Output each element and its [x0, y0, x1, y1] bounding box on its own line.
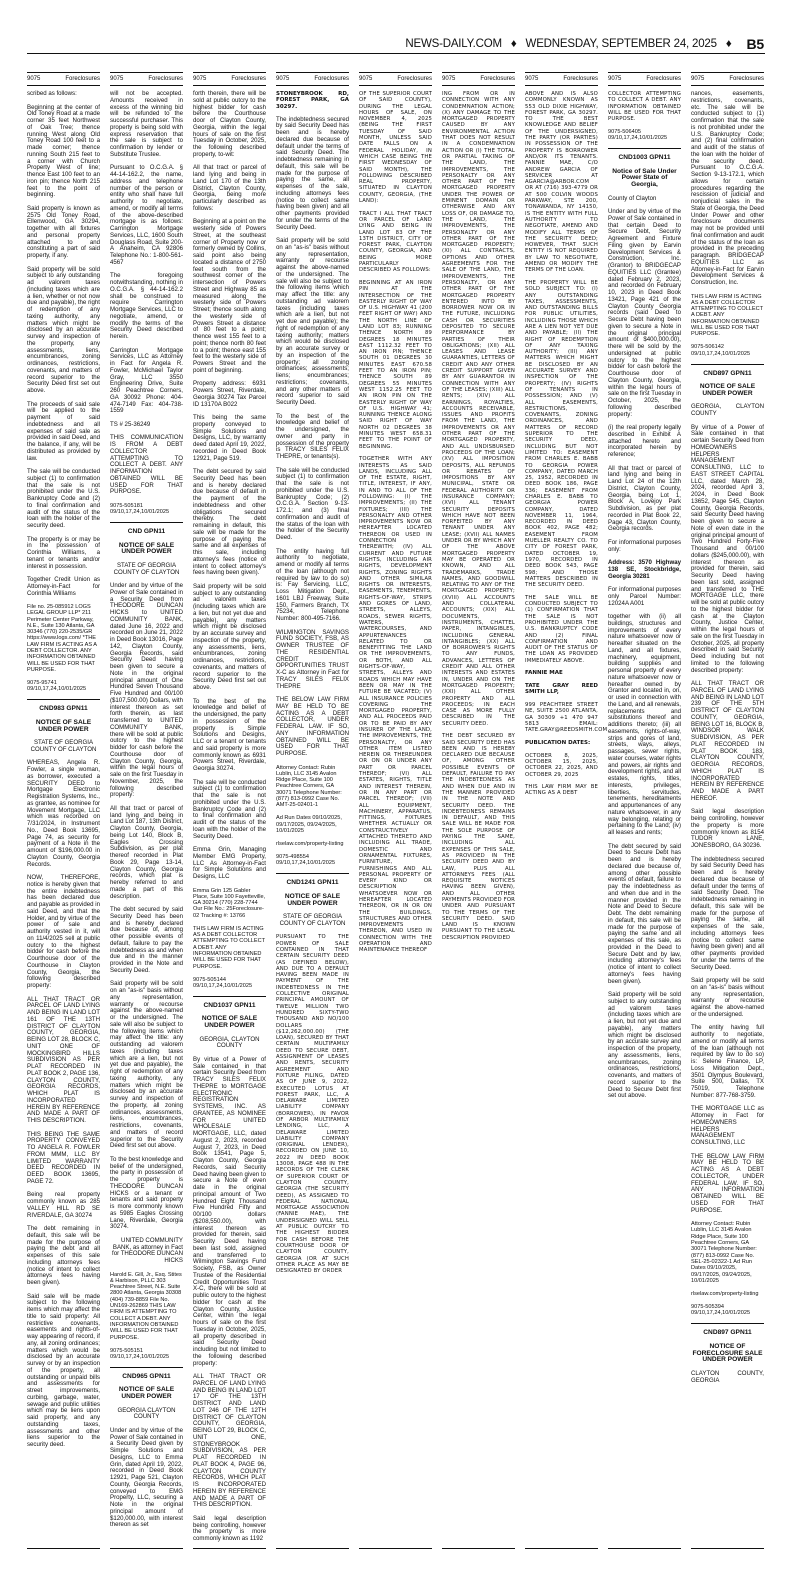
notice-paragraph: By virtue of a Power of Sale contained in that certain Security Deed from HOMEOWNERS HELPERS MANAGEMENT CONSULTING, LLC to EAST STREET CAPITAL LLC, dated March 28, 2024, recorded April 3, 2024, in Deed Book 13652, Page 545, Clayton County, Georgia Records, said Security Deed having been given to secure a Note of even date in the original principal amount of Two Hundred Forty-Five Thousand and 00/100 dollars ($245,000.00), with interest thereon as provided for therein, said Security Deed having been last sold, assigned and transferred to THE MORTGAGE LLC, there will be sold at public outcry to the highest bidder for cash at the Clayton County, Justice Center, within the legal hours of sale on the first Tuesday in October, 2025, all property described in said Security Deed including but not limited to the following described property:: [691, 423, 764, 674]
notice-paragraph: Said property will be sold subject to any outstanding ad valorem taxes (including taxes which are a lien, but not yet due and payable), any matters which might be disclosed by an accurate survey and inspection of the property, any assessments, liens, encumbrances, zoning ordinances, restrictions, covenants, and matters of record superior to the Security Deed first set out above.: [193, 582, 266, 691]
notice-divider: [27, 699, 100, 700]
classified-column: [691, 72, 764, 1550]
notice-paragraph: All that tract or parcel of land lying and being in Land Lot 187, 13th District, Clayton County, Georgia, being Lot 140, Block B, Eagles Crossing Subdivision, as per plat thereof recorded in Plat Book 29, Page 13-14, Clayton County, Georgia records, which plat is hereby referred to and made a part of this description.: [110, 804, 183, 900]
notice-paragraph: ALL THAT TRACT OR PARCEL OF LAND LYING AND BEING IN LAND LOT 17 OF THE 13TH DISTRICT AND LAND LOT 246 OF THE 12TH DISTRICT OF CLAYTON COUNTY, GEORGIA, BEING LOT 29, BLOCK C, UNIT ONE, STONEYBROOK SUBDIVISION, AS PER PLAT RECORDED IN PLAT BOOK 4, PAGE 96, CLAYTON COUNTY RECORDS, WHICH PLAT IS INCORPORATED HEREIN BY REFERENCE AND MADE A PART OF THIS DESCRIPTION.: [193, 1373, 266, 1509]
notice-paragraph: TRACT I ALL THAT TRACT OR PARCEL OF LAND LYING AND BEING IN LAND LOT 83 OF THE 13TH DISTRICT, CITY OF FOREST PARK, CLAYTON COUNTY, GEORGIA, AND BEING MORE PARTICULARLY DESCRIBED AS FOLLOWS:: [359, 210, 432, 274]
notice-paragraph: To the best of the knowledge and belief of the undersigned, the owner and party in possession of the property is TRACY SILES FELIX THEPRE, or tenants(s).: [276, 412, 349, 461]
column-bottom-rule: [442, 1548, 515, 1549]
section-code: 9075: [442, 76, 456, 82]
site-name: NEWS-DAILY.COM: [405, 38, 502, 50]
notice-heading: CND1003 GPN11: [618, 154, 671, 162]
notice-heading: NOTICE OF SALE UNDER POWER: [284, 892, 341, 907]
notice-reference: 9075-505144 09/10,17,24,10/01/2025: [193, 976, 253, 989]
notice-paragraph: County of Clayton: [608, 194, 657, 202]
notice-reference: Emma Grin 125 Gabler Place, Suite 100 Fayetteville, GA 30214 (770) 228-7744 Our File No.: 25Foreclosure-02 Tracking #: 13766: [193, 887, 266, 919]
notice-paragraph: Said property is known as 2575 Old Toney Road, Ellenwood, GA 30294, together with all fixtures and personal property attached to and constituting a part of said property, if any.: [27, 204, 100, 259]
notice-paragraph: ING FROM OR IN CONNECTION WITH ANY CONDEMNATION ACTION; (X) ANY DAMAGE TO THE MORTGAGED PROPERTY CAUSED BY ANY ENVIRONMENTAL ACTION THAT DOES NOT RESULT IN A CONDEMNATION ACTION OR (I) THE TOTAL OR PARTIAL TAKING OF THE LAND, THE IMPROVEMENTS, THE PERSONALTY OR ANY OTHER PART OF THE MORTGAGED PROPERTY UNDER THE POWER OF EMINENT DOMAIN OR OTHERWISE AND ANY LOSS OF, OR DAMAGE TO, THE LAND, THE IMPROVEMENTS, THE PERSONALTY OR ANY OTHER PART OF THE MORTGAGED PROPERTY; (XI) ALL CONTRACTS, OPTIONS AND OTHER AGREEMENTS FOR THE SALE OF THE LAND, THE IMPROVEMENTS, THE PERSONALTY, OR ANY OTHER PART OF THE MORTGAGED PROPERTY ENTERED INTO BY BORROWER NOW OR IN THE FUTURE, INCLUDING CASH OR SECURITIES DEPOSITED TO SECURE PERFORMANCE BY PARTIES OF THEIR OBLIGATIONS; (XII) ALL LEASES AND LEASE GUARANTIES, LETTERS OF CREDIT AND ANY OTHER CREDIT SUPPORT GIVEN BY ANY GUARANTOR IN CONNECTION WITH ANY OF THE LEASES; (XIII) ALL RENTS; (XIV) ALL EARNINGS, ROYALTIES, ACCOUNTS RECEIVABLE, ISSUES AND PROFITS FROM THE LAND, THE IMPROVEMENTS OR ANY OTHER PART OF THE MORTGAGED PROPERTY, AND ALL UNDISBURSED PROCEEDS OF THE LOAN; (XV) ALL IMPOSITION DEPOSITS, ALL REFUNDS OR REBATES OF IMPOSITIONS BY ANY MUNICIPAL, STATE OR FEDERAL AUTHORITY OR INSURANCE COMPANY; (XVI) ALL TENANT SECURITY DEPOSITS WHICH HAVE NOT BEEN FORFEITED BY ANY TENANT UNDER ANY LEASE; (XVII) ALL NAMES UNDER OR BY WHICH ANY OF THE ABOVE MORTGAGED PROPERTY MAY BE OPERATED OR KNOWN, AND ALL TRADEMARKS, TRADE NAMES, AND GOODWILL RELATING TO ANY OF THE MORTGAGED PROPERTY; (XVIII) ALL ACCOUNTS AND COLLATERAL ACCOUNTS; (XIX) ALL DOCUMENTS, INSTRUMENTS, CHATTEL PAPER, INTANGIBLES, INCLUDING GENERAL INTANGIBLES; (XX) ALL OF BORROWER'S RIGHTS TO ANY FUNDS, ADVANCES, LETTERS OF CREDIT AND ALL OTHER INTERESTS AND ESTATES IN, UNDER AND ON THE MORTGAGED PROPERTY; (XXI) ALL OTHER PROPERTY AND ALL PROCEEDS; IN EACH CASE AS MORE FULLY DESCRIBED IN THE SECURITY DEED.: [442, 91, 515, 727]
notice-heading: NOTICE OF SALE UNDER POWER: [35, 718, 92, 733]
notice-paragraph: All that tract or parcel of land lying and being in Land Lot 170 of the 13th District, Clayton County, Georgia, being more particularly described as follows:: [193, 164, 266, 212]
notice-paragraph: 999 PEACHTREE STREET NE, SUITE 2500 ATLANTA, GA 30309 +1 470 947 5813 EMAIL: TATE.GRAY@REEDSMITH.COM: [525, 702, 608, 734]
column-header: [359, 72, 432, 86]
notice-paragraph-bold: Address: 3570 Highway 138 SE, Stockbridge, Georgia 30281: [608, 559, 681, 580]
notice-paragraph: Under and by virtue of the Power of Sale contained in that certain Deed to Secure Debt, Security Agreement and Fixture Filing given by Earvin Development Services & Construction, Inc. (Grantor) to BRIDGECAP EQUITIES LLC (Grantee) dated February 2, 2023, and recorded on February 10, 2023 in Deed Book 13421, Page 421 of the Clayton County Georgia records (said Deed to Secure Debt having been given to secure a Note in the original principal amount of $400,000.00), there will be sold by the undersigned at public outcry to the highest bidder for cash before the Courthouse door of Clayton County, Georgia, within the legal hours of sale on the first Tuesday in October, 2025, the following described property:: [608, 208, 681, 418]
notice-heading: PUBLICATION DATES:: [525, 739, 591, 746]
column-header: [193, 72, 266, 86]
notice-paragraph: BEGINNING AT AN IRON PIN AT THE INTERSECTION OF THE EASTERLY RIGHT OF WAY OF U.S. HIGHWAY 41 (200 FEET RIGHT OF WAY) AND THE NORTH LINE OF LAND LOT 83; RUNNING THENCE NORTH 89 DEGREES 18 MINUTES EAST 1112.32 FEET TO AN IRON PIN; THENCE SOUTH 01 DEGREES 30 MINUTES EAST 670.58 FEET TO AN IRON PIN; THENCE SOUTH 89 DEGREES 55 MINUTES WEST 1152.25 FEET TO AN IRON PIN ON THE EASTERLY RIGHT OF WAY OF U.S. HIGHWAY 41; RUNNING THENCE ALONG SAID RIGHT OF WAY NORTH 02 DEGREES 38 MINUTES WEST 658.31 FEET TO THE POINT OF BEGINNING.: [359, 279, 432, 450]
column-bottom-rule: [276, 1548, 349, 1549]
notice-heading: NOTICE OF SALE UNDER POWER: [201, 1015, 258, 1030]
notice-paragraph: The debt secured by said Security Deed has been and is hereby declared due because of default in the payment of the indebtedness and other obligations secured thereby. The debt remaining in default, this sale will be made for the purpose of paying the same and all expenses of this sale, including attorney's fees (notice of intent to collect attorney's fees having been given).: [193, 468, 266, 577]
notice-subheading: GEORGIA, CLAYTON COUNTY: [199, 1035, 260, 1050]
masthead-rule: [27, 53, 765, 54]
notice-heading: NOTICE OF SALE UNDER POWER: [699, 383, 756, 397]
notice-paragraph: Said property will be sold subject to any outstanding ad valorem taxes (including taxes which are a lien, whether or not now due and payable), the right of redemption of any taxing authority, any matters which might be disclosed by an accurate survey and inspection of the property, any assessments, liens, encumbrances, zoning ordinances, restrictions, covenants, and matters of record superior to the Security Deed first set out above.: [27, 265, 100, 394]
notice-subheading: GEORGIA CLAYTON COUNTY: [117, 1406, 176, 1421]
notice-heading: FANNIE MAE: [525, 670, 563, 677]
notice-paragraph: Carrington Mortgage Services, LLC as Attorney in Fact for Angela R. Fowler, McMichael Taylor Gray, LLC 3550 Engineering Drive, Suite 260 Peachtree Corners, GA 30092 Phone: 404-474-7149 Fax: 404-738-1559: [110, 346, 183, 415]
notice-heading: CND897 GPN11: [703, 1329, 752, 1337]
classified-column: [110, 72, 183, 1550]
notice-paragraph: Said sale will be made subject to the following items which may affect the title to said property: All restrictive covenants, easements and rights-of-way appearing of record, if any, all zoning ordinances; matters which would be disclosed by an accurate survey or by an inspection of the property, all outstanding or unpaid bills and assessments for street improvements, curbing, garbage, water, sewage and public utilities which may be liens upon said property, and any outstanding taxes, assessments and other liens superior to the security deed.: [27, 1292, 100, 1449]
notice-paragraph: together with (ii) all buildings, structures and improvements of every nature whatsoever now or hereafter situated on the Land, and all fixtures, machinery, equipment, building supplies and personal property of every nature whatsoever now or hereafter owned by Grantor and located in, on, or used in connection with the Land, and all renewals, replacements and substitutions thereof and additions thereto; (iii) all easements, rights-of-way, strips and gores of land, streets, ways, alleys, passages, sewer rights, water courses, water rights and powers, air rights and development rights, and all estates, rights, titles, interests, privileges, liberties, servitudes, tenements, hereditaments and appurtenances of any nature whatsoever, in any way belonging, relating or pertaining to the Land; (iv) all leases and rents;: [608, 613, 681, 837]
notice-reference: 9075-498554 09/10,17,24,10/01/2025: [276, 854, 336, 867]
column-header: [525, 72, 598, 86]
notice-paragraph: For informational purposes only:: [608, 538, 681, 553]
column-header: [442, 72, 515, 86]
section-code: 9075: [525, 76, 539, 82]
issue-date: WEDNESDAY, SEPTEMBER 24, 2025: [525, 38, 717, 50]
notice-paragraph: Together Credit Union as Attorney-in-Fact for Corinthia Williams: [27, 576, 100, 597]
column-body: [359, 91, 432, 954]
notice-paragraph: THE BELOW LAW FIRM MAY BE HELD TO BE ACTING AS A DEBT COLLECTOR, UNDER FEDERAL LAW. IF SO, ANY INFORMATION OBTAINED WILL BE USED FOR THAT PURPOSE.: [276, 696, 349, 758]
notice-heading: CND1037 GPN11: [203, 1001, 256, 1009]
section-category: Foreclosures: [231, 76, 266, 82]
notice-paragraph: NOW, THEREFORE, notice is hereby given that the entire indebtedness has been declared due and payable as provided in said Deed, and that the Holder, and by virtue of the power of sale and authority vested in it, will on 11/4/2025 sell at public outcry to the highest bidder for cash before the Courthouse door of the Courthouse in Clayton County, Georgia, the following described property:: [27, 874, 100, 990]
notice-paragraph: The debt secured by said Security Deed has been and is hereby declared due because of, among other possible events of default, failure to pay the indebtedness as and when due and in the manner provided in the Note and Security Deed.: [110, 906, 183, 974]
diamond-separator-icon: ♦: [510, 38, 517, 50]
notice-paragraph: This being the same property conveyed to Simple Solutions and Designs, LLC, by warranty deed dated April 19, 2022, recorded in Deed Book 12921, Page 519.: [193, 414, 266, 462]
section-code: 9075: [691, 76, 705, 82]
notice-paragraph: The sale will be conducted subject (1) to confirmation that the sale is not prohibited under the U.S. Bankruptcy Code and (2) to final confirmation and audit of the status of the loan with the holder of the security deed.: [27, 468, 100, 529]
notice-paragraph: WHEREAS, Angela R. Fowler, a single woman, as borrower, executed a SECURITY DEED to Mortgage Electronic Registration Systems, Inc., as grantee, as nominee for Movement Mortgage, LLC which was recorded on 7/31/2024, in Instrument No., Deed Book 13695, Page 74, as security for payment of a Note in the amount of $196,000.00 in Clayton County, Georgia Records.: [27, 759, 100, 868]
section-category: Foreclosures: [563, 76, 598, 82]
classified-column: [359, 72, 432, 1550]
notice-paragraph: To the best knowledge and belief of the undersigned, the party in possession of the property is THEODORE DUNCAN HICKS or a tenant or tenants and said property is more commonly known as 5985 Eagles Crossing Lane, Riverdale, Georgia 30274.: [110, 1155, 183, 1231]
notice-reference: Ad Run Dates 09/10/2025, 09/17/2025, 09/24/2025, 10/01/2025: [276, 815, 342, 834]
notice-paragraph: THE SALE WILL BE CONDUCTED SUBJECT TO (1) CONFIRMATION THAT THE SALE IS NOT PROHIBITED UNDER THE U.S. BANKRUPTCY CODE AND (2) FINAL CONFIRMATION AND AUDIT OF THE STATUS OF THE LOAN AS PROVIDED IMMEDIATELY ABOVE.: [525, 594, 598, 664]
notice-paragraph: The indebtedness secured by said Security Deed has been and is hereby declared due because of default under the terms of said Security Deed. The indebtedness remaining in default, this sale will be made for the purpose of paying the same, all expenses of the sale, including attorneys fees (notice to collect same having been given) and all other payments provided for under the terms of the Security Deed.: [276, 115, 349, 231]
notice-paragraph: Emma Grin, Managing Member EMG Property, LLC As Attorney-in-Fact for Simple Solutions and Designs, LLC: [193, 846, 266, 880]
notice-paragraph: Property address: 6931 Powers Street, Riverdale, Georgia 30274 Tax Parcel ID 13170A B022: [193, 380, 266, 408]
notice-paragraph: The entity having full authority to negotiate, amend or modify all terms of the loan (although not required by law to do so) is: Selene Finance, LP, Loss Mitigation Dept., 3501 Olympus Boulevard, Suite 500, Dallas, TX 75019, Telephone Number: 877-768-3759.: [691, 1024, 764, 1099]
notice-reference: 9075-506142 09/10,17,24,10/01/2025: [691, 344, 751, 357]
classified-column: [193, 72, 266, 1550]
section-code: 9075: [110, 76, 124, 82]
column-bottom-rule: [525, 1548, 598, 1549]
notice-subheading: STATE OF GEORGIA COUNTY OF CLAYTON: [279, 913, 346, 927]
classified-column: [525, 72, 608, 1550]
notice-reference: rlselaw.com/property-listing: [691, 1290, 759, 1297]
column-bottom-rule: [110, 1548, 183, 1549]
notice-reference: 9075-505151 09/10,17,24,10/01/2025: [110, 1347, 170, 1360]
notice-heading: CND965 GPN11: [122, 1372, 171, 1380]
classifieds-columns: [27, 72, 767, 1550]
notice-reference: Harold E. Gill, Jr., Esq. Stites & Harbison, PLLC 303 Peachtree Street, N.E. Suite 2800 Atlanta, Georgia 30308 (404) 739-8859 File No. UN169-262869 THIS LAW FIRM IS ATTEMPTING TO COLLECT A DEBT. ANY INFORMATION OBTAINED WILL BE USED FOR THAT PURPOSE.: [110, 1271, 182, 1341]
section-category: Foreclosures: [729, 76, 764, 82]
classified-column: [608, 72, 681, 1550]
notice-divider: [110, 522, 183, 523]
column-header: [110, 72, 183, 86]
notice-paragraph: The foregoing notwithstanding, nothing in O.C.G.A. § 44-14-162.2 shall be construed to require Carrington Mortgage Services, LLC to negotiate, amend, or modify the terms of the Security Deed described herein.: [110, 272, 183, 340]
section-code: 9075: [193, 76, 207, 82]
notice-paragraph: The debt secured by said Deed to Secure Debt has been and is hereby declared due because of, among other possible events of default, failure to pay the indebtedness as and when due and in the manner provided in the Note and Deed to Secure Debt. The debt remaining in default, this sale will be made for the purpose of paying the same and all expenses of this sale, as provided in the Deed to Secure Debt and by law, including attorney's fees (notice of intent to collect attorney's fees having been given).: [608, 842, 681, 985]
notice-paragraph: THE MORTGAGE LLC as Attorney in Fact for HOMEOWNERS HELPERS MANAGEMENT CONSULTING, LLC: [691, 1105, 764, 1147]
column-bottom-rule: [691, 1548, 764, 1549]
notice-paragraph: PURSUANT TO THE POWER OF SALE CONTAINED IN THAT CERTAIN SECURITY DEED (AS DEFINED BELOW), AND DUE TO A DEFAULT HAVING BEEN MADE IN PAYMENT OF THE INDEBTEDNESS IN THE COLLECTIVE ORIGINAL PRINCIPAL AMOUNT OF TWELVE MILLION TWO HUNDRED SIXTY-TWO THOUSAND AND NO/100 DOLLARS ($12,262,000.00) (THE LOAN), SECURED BY THAT CERTAIN MULTIFAMILY DEED TO SECURE DEBT, ASSIGNMENT OF LEASES AND RENTS, SECURITY AGREEMENT AND FIXTURE FILING, DATED AS OF JUNE 9, 2022, EXECUTED LOTUS AT FOREST PARK, LLC, A DELAWARE LIMITED LIABILITY COMPANY (BORROWER), IN FAVOR OF ARBOR MULTIFAMILY LENDING, LLC, A DELAWARE LIMITED LIABILITY COMPANY (ORIGINAL LENDER), RECORDED ON JUNE 10, 2022 IN DEED BOOK 13008, PAGE 488 IN THE RECORDS OF THE CLERK OF SUPERIOR COURT OF CLAYTON COUNTY, GEORGIA (THE SECURITY DEED), AS ASSIGNED TO FEDERAL NATIONAL MORTGAGE ASSOCIATION (FANNIE MAE), THE UNDERSIGNED WILL SELL AT PUBLIC OUTCRY TO THE HIGHEST BIDDER FOR CASH BEFORE THE COURTHOUSE DOOR OF CLAYTON COUNTY, GEORGIA (OR AT SUCH OTHER PLACE AS MAY BE DESIGNATED BY ORDER: [276, 934, 349, 1275]
notice-heading: Notice of Sale Under Power State of Georgia,: [612, 167, 677, 189]
notice-paragraph: COLLECTOR ATTEMPTING TO COLLECT A DEBT. ANY INFORMATION OBTAINED WILL BE USED FOR THAT PURPOSE.: [608, 91, 681, 123]
notice-paragraph: WILMINGTON SAVINGS FUND SOCIETY, FSB, AS OWNER TRUSTEE OF THE RESIDENTIAL CREDIT OPPORTUNITIES TRUST X-C as Attorney in Fact for TRACY SILES FELIX THEPRE: [276, 628, 349, 690]
notice-paragraph: Said property will be sold subject to any outstanding ad valorem taxes (including taxes which are a lien, but not yet due and payable), any matters which might be disclosed by an accurate survey and inspection of the property, any assessments, liens, encumbrances, zoning ordinances, restrictions, covenants, and matters of record superior to the Deed to Secure Debt first set out above.: [608, 991, 681, 1100]
notice-reference: File no. 25-085912 LOGS LEGAL GROUP LLP* 211 Perimeter Center Parkway, N.E., Suite 130 Atlanta, GA 30346 (770) 220-2535/GR https://www.logs.com/ *THE LAW FIRM IS ACTING AS A DEBT COLLECTOR. ANY INFORMATION OBTAINED WILL BE USED FOR THAT PURPOSE.: [27, 604, 97, 673]
notice-paragraph: forth therein, there will be sold at public outcry to the highest bidder for cash before the Courthouse door of Clayton County, Georgia, within the legal hours of sale on the first Tuesday in October, 2025, the following described property, to-wit:: [193, 90, 266, 158]
notice-paragraph: ABOVE AND IS ALSO COMMONLY KNOWN AS 553 OLD DIXIE HIGHWAY, FOREST PARK, GA 30297. TO THE BEST KNOWLEDGE AND BELIEF OF THE UNDERSIGNED, THE PARTY (OR PARTIES) IN POSSESSION OF THE PROPERTY IS BORROWER AND/OR ITS TENANTS. FANNIE MAE, C/O ANDREW GARCIA OF SERVICER AT AGARCIA@ARBOR.COM OR AT (716) 393-4779 OR AT 500 COLVIN WOODS PARKWAY, STE 200, TONAWANDA, NY 14150, IS THE ENTITY WITH FULL AUTHORITY TO NEGOTIATE, AMEND AND MODIFY ALL TERMS OF THE SECURITY DEED; HOWEVER, THAT SUCH ENTITY IS NOT REQUIRED BY LAW TO NEGOTIATE, AMEND OR MODIFY THE TERMS OF THE LOAN.: [525, 91, 598, 274]
column-bottom-rule: [359, 1548, 432, 1549]
notice-subheading: STATE OF GEORGIA COUNTY OF CLAYTON: [113, 561, 180, 576]
notice-heading: CND GPN11: [127, 528, 166, 536]
section-category: Foreclosures: [148, 76, 183, 82]
notice-paragraph: TS # 25-36249: [110, 420, 151, 428]
notice-paragraph: Said legal description being controlling, however the property is more commonly known as 8154 TUDOR LANE, JONESBORO, GA 30236.: [691, 808, 764, 850]
notice-divider: [276, 873, 349, 874]
notice-reference: Attorney Contact: Rubin Lublin, LLC 3145 Avalon Ridge Place, Suite 100 Peachtree Corners, GA 30071 Telephone Number: (877) 813-0992 Case No. AMT-25-02401-1: [276, 764, 342, 809]
column-body: [442, 91, 515, 941]
section-code: 9075: [27, 76, 41, 82]
notice-subheading: STATE OF GEORGIA COUNTY OF CLAYTON: [30, 739, 97, 753]
column-bottom-rule: [608, 1548, 681, 1549]
section-code: 9075: [276, 76, 290, 82]
classified-column: [27, 72, 100, 1550]
notice-divider: [110, 1367, 183, 1368]
section-code: 9075: [608, 76, 622, 82]
section-code: 9075: [359, 76, 373, 82]
notice-paragraph: (i) the real property legally described in Exhibit A attached hereto and incorporated herein by reference;: [608, 424, 681, 459]
notice-paragraph: The indebtedness secured by said Security Deed has been and is hereby declared due because of default under the terms of said Security Deed. The indebtedness remaining in default, this sale will be made for the purpose of paying the same, all expenses of the sale, including attorneys fees (notice to collect same having been given) and all other payments provided for under the terms of the Security Deed.: [691, 855, 764, 971]
notice-paragraph: OF THE SUPERIOR COURT OF SAID COUNTY), DURING THE LEGAL HOURS OF SALE, ON NOVEMBER 4, 2025 (BEING THE FIRST TUESDAY OF SAID MONTH, UNLESS SAID DATE FALLS ON A FEDERAL HOLIDAY, IN WHICH CASE BEING THE FIRST WEDNESDAY OF SAID MONTH), THE FOLLOWING DESCRIBED REAL PROPERTY, SITUATED IN CLAYTON COUNTY, GEORGIA, (THE LAND):: [359, 91, 432, 205]
notice-paragraph: Beginning at a point on the westerly side of Powers Street, at the southeast corner of Property now or formerly owned by Collins, said point also being located a distance of 2750 feet south from the southwest corner of the intersection of Powers Street and Highway 85 as measured along the westerly side of Powers Street; thence south along the westerly side of Powers Street a distance of 80 feet to a point; thence west 155 feet to a point; thence north 80 feet to a point; thence east 155 feet to the westerly side of Powers Street and the point of beginning.: [193, 218, 266, 374]
notice-paragraph: For informational purposes only Parcel Number: 12024A A001: [608, 586, 681, 607]
notice-paragraph: Beginning at the center of Old Toney Road at a made corner 35 feet Northwest of Oak Tree; thence running West along Old Toney Road 100 feet to a made corner; thence running South 215 feet to a corner with Church Property West of line; thence East 100 feet to an iron pin; thence North 215 feet to the point of beginning.: [27, 103, 100, 199]
notice-paragraph: All that tract or parcel of land lying and being in Land Lot 24 of the 12th District, Clayton County, Georgia, being Lot 1, Block A, Lovejoy Park Subdivision, as per plat recorded in Plat Book 22, Page 43, Clayton County, Georgia records.: [608, 464, 681, 533]
notice-paragraph: Said property will be sold on an "as-is" basis without any representation, warranty or recourse against the above-named or the undersigned. The sale will also be subject to the following items which may affect the title: any outstanding ad valorem taxes (including taxes which are a lien, but not yet due and payable), the right of redemption of any taxing authority, any matters which might be disclosed by an accurate survey and inspection of the property, all zoning ordinances, assessments, liens, encumbrances, restrictions, covenants, and matters of record superior to the Security Deed first set out above.: [110, 980, 183, 1150]
notice-heading: CND1241 GPN11: [286, 879, 339, 887]
notice-paragraph: Pursuant to O.C.G.A. § 44-14-162.2, the name, address and telephone number of the person or entity who shall have full authority to negotiate, amend, or modify all terms of the above-described mortgage is as follows: Carrington Mortgage Services, LLC, 1600 South Douglass Road, Suite 200-A Anaheim, CA 92806 Telephone No.: 1-800-561-4567: [110, 164, 183, 266]
notice-paragraph: The debt remaining in default, this sale will be made for the purpose of paying the debt and all expenses of this sale including attorneys fees (notice of intent to collect attorneys fees having been given).: [27, 1225, 100, 1287]
notice-reference: Attorney Contact: Rubin Lublin, LLC 3145 Avalon Ridge Place, Suite 100 Peachtree Corners, GA 30071 Telephone Number: (877) 813-0992 Case No. SEL-25-02322-1 Ad Run Dates 09/10/2025, 09/17/2025, 09/24/2025, 10/01/2025: [691, 1221, 757, 1284]
notice-paragraph: OCTOBER 8, 2025, OCTOBER 15, 2025, OCTOBER 22, 2025, AND OCTOBER 29, 2025: [525, 752, 598, 778]
notice-heading: NOTICE OF FORECLOSURE SALE UNDER POWER: [692, 1342, 763, 1364]
notice-paragraph: THE BELOW LAW FIRM MAY BE HELD TO BE ACTING AS A DEBT COLLECTOR, UNDER FEDERAL LAW. IF SO, ANY INFORMATION OBTAINED WILL BE USED FOR THAT PURPOSE.: [691, 1152, 764, 1214]
column-header: [27, 72, 100, 86]
column-body: [525, 91, 608, 797]
notice-heading: CND897 GPN11: [703, 369, 752, 377]
notice-paragraph: By virtue of a Power of Sale contained in that certain Security Deed from TRACY SILES FELIX THEPRE to MORTGAGE ELECTRONIC REGISTRATION SYSTEMS, INC. AS GRANTEE, AS NOMINEE FOR UNITED WHOLESALE MORTGAGE, LLC, dated August 2, 2023, recorded August 7, 2023, in Deed Book 13541, Page 5, Clayton County, Georgia Records, said Security Deed having been given to secure a Note of even date in the original principal amount of Two Hundred Eight Thousand Five Hundred Fifty and 00/100 dollars ($208,550.00), with interest thereon as provided for therein, said Security Deed having been last sold, assigned and transferred to Wilmington Savings Fund Society, FSB, as Owner Trustee of the Residential Credit Opportunities Trust X-C, there will be sold at public outcry to the highest bidder for cash at the Clayton County, Justice Center, within the legal hours of sale on the first Tuesday in October, 2025, all property described in said Security Deed including but not limited to the following described property:: [193, 1055, 266, 1367]
page-number: B5: [746, 36, 764, 52]
notice-paragraph: THE PROPERTY WILL BE SOLD SUBJECT TO: (I) ANY OUTSTANDING TAXES, ASSESSMENTS, AND OUTSTANDING BILLS FOR PUBLIC UTILITIES, INCLUDING THOSE WHICH ARE A LIEN NOT YET DUE AND PAYABLE; (II) THE RIGHT OF REDEMPTION OF ANY TAXING AUTHORITY; (III) ANY MATTERS WHICH MIGHT BE DISCLOSED BY AN ACCURATE SURVEY AND INSPECTION OF THE PROPERTY; (IV) RIGHTS OF TENANTS IN POSSESSION; AND (V) ALL EASEMENTS, RESTRICTIONS, COVENANTS, ZONING ORDINANCES, AND MATTERS OF RECORD SUPERIOR TO THE SECURITY DEED, INCLUDING BUT NOT LIMITED TO: EASEMENT FROM CHARLES E. BABB TO GEORGIA POWER COMPANY, DATED MARCH 25, 1952, RECORDED IN DEED BOOK 186, PAGE 336; EASEMENT FROM CHARLES E. BABB TO GEORGIA POWER COMPANY, DATED NOVEMBER 11, 1964, RECORDED IN DEED BOOK 402, PAGE 482; EASEMENT FROM MUELLER REALTY CO. TO CITY OF FOREST PARK, DATED OCTOBER 19, 1970, RECORDED IN DEED BOOK 543, PAGE 598; AND THOSE MATTERS DESCRIBED IN THE SECURITY DEED.: [525, 279, 598, 589]
column-body: [27, 91, 100, 1449]
notice-paragraph: ALL THAT TRACT OR PARCEL OF LAND LYING AND BEING IN LAND LOT 239 OF THE 5TH DISTRICT OF CLAYTON COUNTY, GEORGIA, BEING LOT 16, BLOCK B, WINDSOR WALK SUBDIVISION, AS PER PLAT RECORDED IN PLAT BOOK 183, CLAYTON COUNTY, GEORGIA RECORDS, WHICH PLAT IS INCORPORATED HEREIN BY REFERENCE AND MADE A PART HEREOF.: [691, 680, 764, 802]
notice-paragraph: The entity having full authority to negotiate, amend or modify all terms of the loan (although not required by law to do so) is: Fay Servicing, LLC, Loss Mitigation Dept., 1601 LBJ Freeway, Suite 150, Farmers Branch, TX 75234, Telephone Number: 800-495-7166.: [276, 547, 349, 623]
notice-divider: [193, 996, 266, 997]
notice-paragraph: nances, easements, restrictions, covenants, etc. The sale will be conducted subject to (1) confirmation that the sale is not prohibited under the U.S. Bankruptcy Code; and (2) final confirmation and audit of the status of the loan with the holder of the security deed. Pursuant to O.C.G.A. Section 9-13-172.1, which allows for certain procedures regarding the rescission of judicial and nonjudicial sales in the State of Georgia, the Deed Under Power and other foreclosure documents may not be provided until final confirmation and audit of the status of the loan as provided in the preceding paragraph. BRIDGECAP EQUITIES LLC as Attorney-in-Fact for Earvin Development Services & Construction, Inc.: [691, 90, 764, 286]
column-bottom-rule: [27, 1548, 100, 1549]
column-bottom-rule: [193, 1548, 266, 1549]
masthead-line: [405, 36, 764, 52]
notice-heading: CND983 GPN11: [39, 705, 88, 713]
notice-paragraph: Being real property commonly known as 285 VALLEY HILL RD SE RIVERDALE, GA 30274: [27, 1191, 100, 1219]
notice-reference: THIS LAW FIRM IS ACTING AS A DEBT COLLECTOR ATTEMPTING TO COLLECT A DEBT. ANY INFORMATION OBTAINED WILL BE USED FOR THAT PURPOSE.: [691, 293, 764, 338]
column-header: [276, 72, 349, 86]
notice-signature: UNITED COMMUNITY BANK, as attorney in Fact for THEODORE DUNCAN HICKS: [112, 1236, 183, 1265]
notice-paragraph: The sale will be conducted subject (1) to confirmation that the sale is not prohibited under the U.S. Bankruptcy Code and (2) to final confirmation and audit of the status of the loan with the holder of the Security Deed.: [193, 778, 266, 840]
notice-paragraph: Said property will be sold on an "as-is" basis without any representation, warranty or recourse against the above-named or the undersigned. The sale will also be subject to the following items which may affect the title: any outstanding ad valorem taxes (including taxes which are a lien, but not yet due and payable); the right of redemption of any taxing authority; matters which would be disclosed by an accurate survey or by an inspection of the property; all zoning ordinances; assessments; liens; encumbrances; restrictions; covenants, and any other matters of record superior to said Security Deed.: [276, 237, 349, 407]
notice-divider: [691, 1323, 764, 1324]
classified-column: [276, 72, 349, 1550]
notice-paragraph: The proceeds of said sale will be applied to the payment of said indebtedness and all expenses of said sale as provided in said Deed, and the balance, if any, will be distributed as provided by law.: [27, 400, 100, 462]
column-body: [691, 91, 764, 1384]
notice-paragraph: CLAYTON COUNTY, GEORGIA: [691, 1369, 764, 1384]
notice-heading: STONEYBROOK RD, FOREST PARK, GA 30297.: [276, 91, 349, 110]
notice-paragraph: The sale will be conducted subject (1) to confirmation that the sale is not prohibited under the U.S. Bankruptcy Code; (2) O.C.G.A. Section 9-13-172.1; and (3) final confirmation and audit of the status of the loan with the holder of the Security Deed.: [276, 466, 349, 542]
column-body: [608, 91, 681, 1100]
notice-paragraph: ALL THAT TRACT OR PARCEL OF LAND LYING AND BEING IN LAND LOT 161 OF THE 13TH DISTRICT OF CLAYTON COUNTY, GEORGIA, BEING LOT 28, BLOCK C, UNIT ONE OF MOCKINGBIRD HILLS SUBDIVISION AS PER PLAT RECORDED IN PLAT BOOK 2, PAGE 136, CLAYTON COUNTY, GEORGIA RECORDS, WHICH PLAT IS INCORPORATED HEREIN BY REFERENCE AND MADE A PART OF THIS DESCRIPTION.: [27, 995, 100, 1125]
notice-heading: NOTICE OF SALE UNDER POWER: [118, 1386, 175, 1401]
column-header: [691, 72, 764, 86]
notice-paragraph: THIS BEING THE SAME PROPERTY CONVEYED TO ANGELA R. FOWLER FROM MMM, LLC BY LIMITED WARRANTY DEED RECORDED IN DEED BOOK 13695, PAGE 72.: [27, 1130, 100, 1185]
classified-column: [442, 72, 515, 1550]
notice-paragraph: will not be accepted. Amounts received in excess of the winning bid will be refunded to the successful purchaser. This property is being sold with express reservation that the sale is subject to confirmation by lender or Substitute Trustee.: [110, 90, 183, 158]
section-category: Foreclosures: [480, 76, 515, 82]
notice-reference: 9075-95741 09/10,17,24,10/01/2025: [27, 680, 87, 693]
notice-paragraph: The property is or may be in the possession of Corinthia Williams, a tenant or tenants and/or interest in possession.: [27, 535, 100, 570]
section-category: Foreclosures: [646, 76, 681, 82]
column-header: [608, 72, 681, 86]
column-body: [193, 91, 266, 1543]
notice-reference: rlselaw.com/property-listing: [276, 840, 344, 847]
notice-heading: TATE GRAY REED SMITH LLP,: [525, 683, 598, 696]
notice-reference: THIS LAW FIRM IS ACTING AS A DEBT COLLECTOR ATTEMPTING TO COLLECT A DEBT. ANY INFORMATION OBTAINED WILL BE USED FOR THAT PURPOSE.: [193, 925, 266, 970]
section-category: Foreclosures: [314, 76, 349, 82]
notice-reference: 9075-506405 09/10,17,24,10/01/2025: [608, 128, 668, 142]
notice-paragraph: TOGETHER WITH ANY INTERESTS AS SAID LANDS, INCLUDING ALL OF THE ESTATE, RIGHT, TITLE, INTEREST, IF ANY, IN AND TO ALL OF THE FOLLOWING: (I) THE IMPROVEMENTS; (II) THE FIXTURES; (III) THE PERSONALTY AND OTHER IMPROVEMENTS NOW OR HEREAFTER LOCATED THEREON OR USED IN CONNECTION THEREWITH; (IV) ALL CURRENT AND FUTURE RIGHTS, INCLUDING AIR RIGHTS, DEVELOPMENT RIGHTS, ZONING RIGHTS AND OTHER SIMILAR RIGHTS OR INTERESTS, EASEMENTS, TENEMENTS, RIGHTS-OF-WAY, STRIPS AND GORES OF LAND, STREETS, ALLEYS, ROADS, SEWER RIGHTS, WATERS, WATERCOURSES, AND APPURTENANCES RELATED TO OR BENEFITTING THE LAND OR THE IMPROVEMENTS, OR BOTH, AND ALL RIGHTS-OF-WAY, STREETS, ALLEYS AND ROADS WHICH MAY HAVE BEEN OR MAY IN THE FUTURE BE VACATED; (V) ALL INSURANCE POLICIES COVERING THE MORTGAGED PROPERTY, AND ALL PROCEEDS PAID OR TO BE PAID BY ANY INSURER OF THE LAND, THE IMPROVEMENTS, THE PERSONALTY, OR ANY OTHER ITEM LISTED HEREIN OR THEREUNDER OR ON OR UNDER ANY PART OR PARCEL THEREOF; (VI) ALL ESTATES, RIGHTS, TITLE AND INTEREST THEREIN, OR IN ANY PART OR PARCEL THEREOF; (VII) ALL EQUIPMENT, MACHINERY, APPARATUS, FITTINGS, FIXTURES WHETHER ACTUALLY OR CONSTRUCTIVELY ATTACHED THERETO AND INCLUDING ALL TRADE, DOMESTIC AND ORNAMENTAL FIXTURES, FURNITURE, FURNISHINGS AND ALL PERSONAL PROPERTY OF EVERY KIND OR DESCRIPTION WHATSOEVER NOW OR HEREAFTER LOCATED THEREON, OR IN OR ON THE BUILDINGS, STRUCTURES AND OTHER IMPROVEMENTS THEREON, AND USED IN CONNECTION WITH THE OPERATION AND MAINTENANCE THEREOF: [359, 456, 432, 954]
notice-paragraph: Said legal description being controlling, however the property is more commonly known as 1192: [193, 1514, 266, 1543]
notice-paragraph: GEORGIA, CLAYTON COUNTY: [691, 403, 764, 418]
notice-paragraph: Under and by virtue of the Power of Sale contained in a Security Deed from THEODORE DUNCAN HICKS to UNITED COMMUNITY BANK, dated June 16, 2022 and recorded on June 21, 2022 in Deed Book 13016, Page 142, Clayton County, Georgia Records, said Security Deed having been given to secure a Note in the original principal amount of One Hundred Seven Thousand Five Hundred and 00/100 ($107,500.00) Dollars, with interest thereon as set forth therein, as last transferred to UNITED COMMUNITY BANK, there will be sold at public outcry to the highest bidder for cash before the Courthouse door of Clayton County, Georgia, within the legal hours of sale on the first Tuesday in November, 2025, the following described property:: [110, 582, 183, 799]
notice-paragraph: scribed as follows:: [27, 90, 77, 97]
section-category: Foreclosures: [65, 76, 100, 82]
notice-paragraph: To the best of the knowledge and belief of the undersigned, the party in possession of the property is Simple Solutions and Designs, LLC or a tenant or tenants and said property is more commonly known as 6931 Powers Street, Riverdale, Georgia 30274.: [193, 697, 266, 772]
notice-divider: [608, 148, 681, 149]
notice-heading: NOTICE OF SALE UNDER POWER: [118, 541, 175, 556]
notice-paragraph: THIS COMMUNICATION IS FROM A DEBT COLLECTOR ATTEMPTING TO COLLECT A DEBT. ANY INFORMATION OBTAINED WILL BE USED FOR THAT PURPOSE.: [110, 434, 183, 496]
notice-reference: 9075-505181 09/10,17,24,10/01/2025: [110, 502, 170, 516]
notice-paragraph: THE DEBT SECURED BY SAID SECURITY DEED HAS BEEN AND IS HEREBY DECLARED DUE BECAUSE OF, AMONG OTHER POSSIBLE EVENTS OF DEFAULT, FAILURE TO PAY THE INDEBTEDNESS AS AND WHEN DUE AND IN THE MANNER PROVIDED IN THE NOTE AND SECURITY DEED. THE INDEBTEDNESS REMAINS IN DEFAULT, AND THIS SALE WILL BE MADE FOR THE SOLE PURPOSE OF PAYING THE SAME, INCLUDING ALL EXPENSES OF THIS SALE, AS PROVIDED IN THE SECURITY DEED AND BY LAW, PLUS ALL ATTORNEYS FEES (ALL REQUISITE NOTICES HAVING BEEN GIVEN), AND ALL OTHER PAYMENTS PROVIDED FOR UNDER AND PURSUANT TO THE TERMS OF THE SECURITY DEED. SAID LAND IS KNOWN PURSUANT TO THE LEGAL DESCRIPTION PROVIDED: [442, 733, 515, 941]
diamond-separator-icon: ♦: [725, 38, 732, 50]
notice-paragraph: THIS LAW FIRM MAY BE ACTING AS A DEBT: [525, 784, 598, 797]
masthead: [0, 0, 792, 54]
notice-paragraph: Under and by virtue of the Power of Sale contained in a Security Deed given by Simple Solutions and Designs, LLC to Emma Grin, dated April 19, 2022, recorded in Deed Book 12921, Page 521, Clayton County, Georgia Records, conveyed to EMG Property, LLC, securing a Note in the original principal amount of $120,000.00, with interest thereon as set: [110, 1426, 183, 1529]
notice-reference: 9075-505394 09/10,17,24,10/01/2025: [691, 1303, 751, 1317]
section-category: Foreclosures: [397, 76, 432, 82]
column-body: [276, 91, 349, 1274]
column-body: [110, 91, 183, 1529]
notice-divider: [691, 364, 764, 365]
notice-paragraph: Said property will be sold on an "as-is" basis without any representation, warranty or recourse against the above-named or the undersigned.: [691, 977, 764, 1018]
